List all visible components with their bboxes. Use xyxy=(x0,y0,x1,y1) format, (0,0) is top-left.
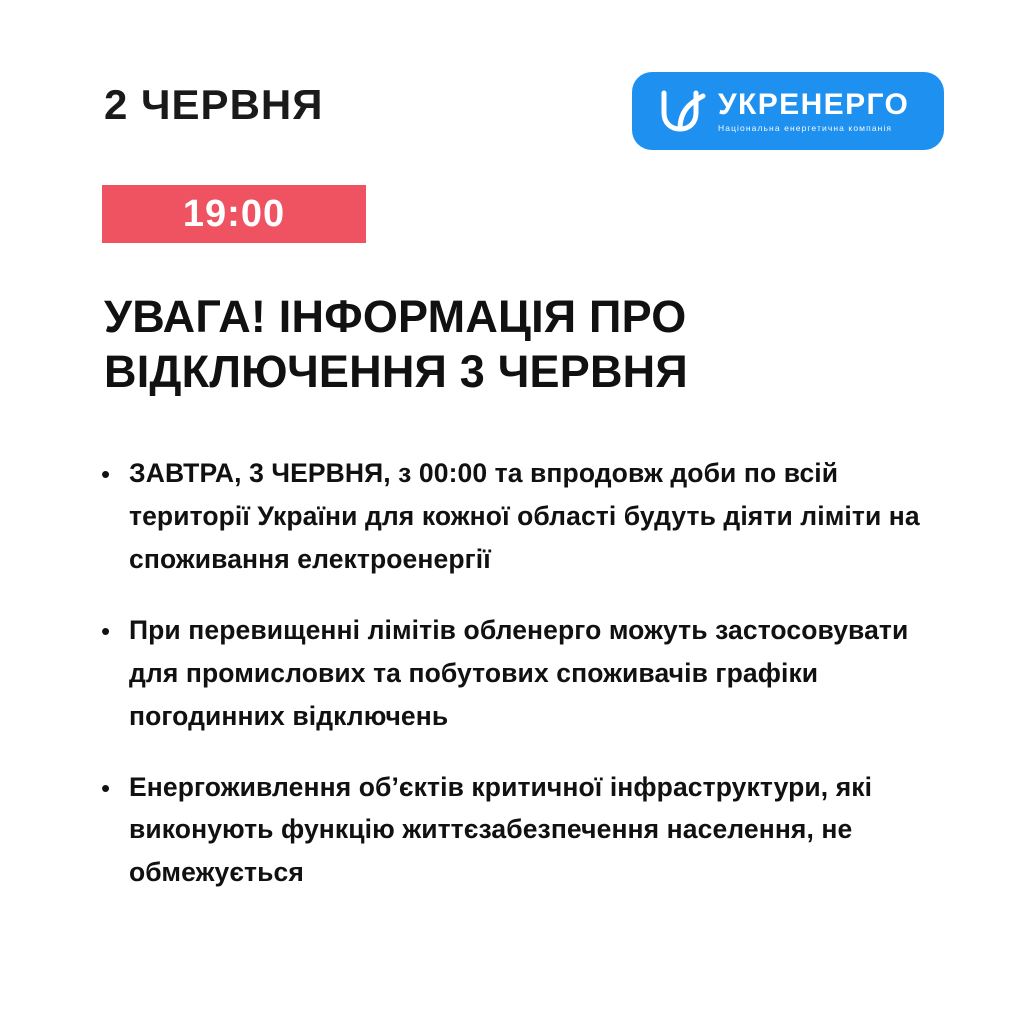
logo-name: УКРЕНЕРГО xyxy=(718,87,910,121)
list-item-text: При перевищенні лімітів обленерго можуть застосовувати для промислових та побутових споживачів графіки погодинних відключень xyxy=(129,614,909,731)
bullet-icon: • xyxy=(101,615,111,646)
header xyxy=(0,72,1024,152)
ukrenergo-logo-icon xyxy=(654,87,706,135)
page-title: УВАГА! ІНФОРМАЦІЯ ПРО ВІДКЛЮЧЕННЯ 3 ЧЕРВНЯ xyxy=(104,291,688,397)
bullet-icon: • xyxy=(101,459,111,489)
list-item xyxy=(95,609,955,738)
bullet-list xyxy=(95,452,955,922)
time-badge-value: 19:00 xyxy=(182,193,286,235)
ukrenergo-logo xyxy=(632,72,944,150)
list-item xyxy=(95,766,955,895)
date-label: 2 ЧЕРВНЯ xyxy=(104,81,324,128)
list-item xyxy=(95,452,955,581)
time-badge xyxy=(102,185,366,243)
list-item-text: Енергоживлення об’єктів критичної інфраструктури, які виконують функцію життєзабезпечення населення, не обмежується xyxy=(129,771,873,888)
bullet-icon: • xyxy=(101,772,111,803)
logo-text xyxy=(718,89,909,134)
logo-subtitle: Національна енергетична компанія xyxy=(718,123,893,134)
list-item-text: ЗАВТРА, 3 ЧЕРВНЯ, з 00:00 та впродовж доби по всій території України для кожної області будуть діяти ліміти на споживання електроенергії xyxy=(129,458,920,574)
